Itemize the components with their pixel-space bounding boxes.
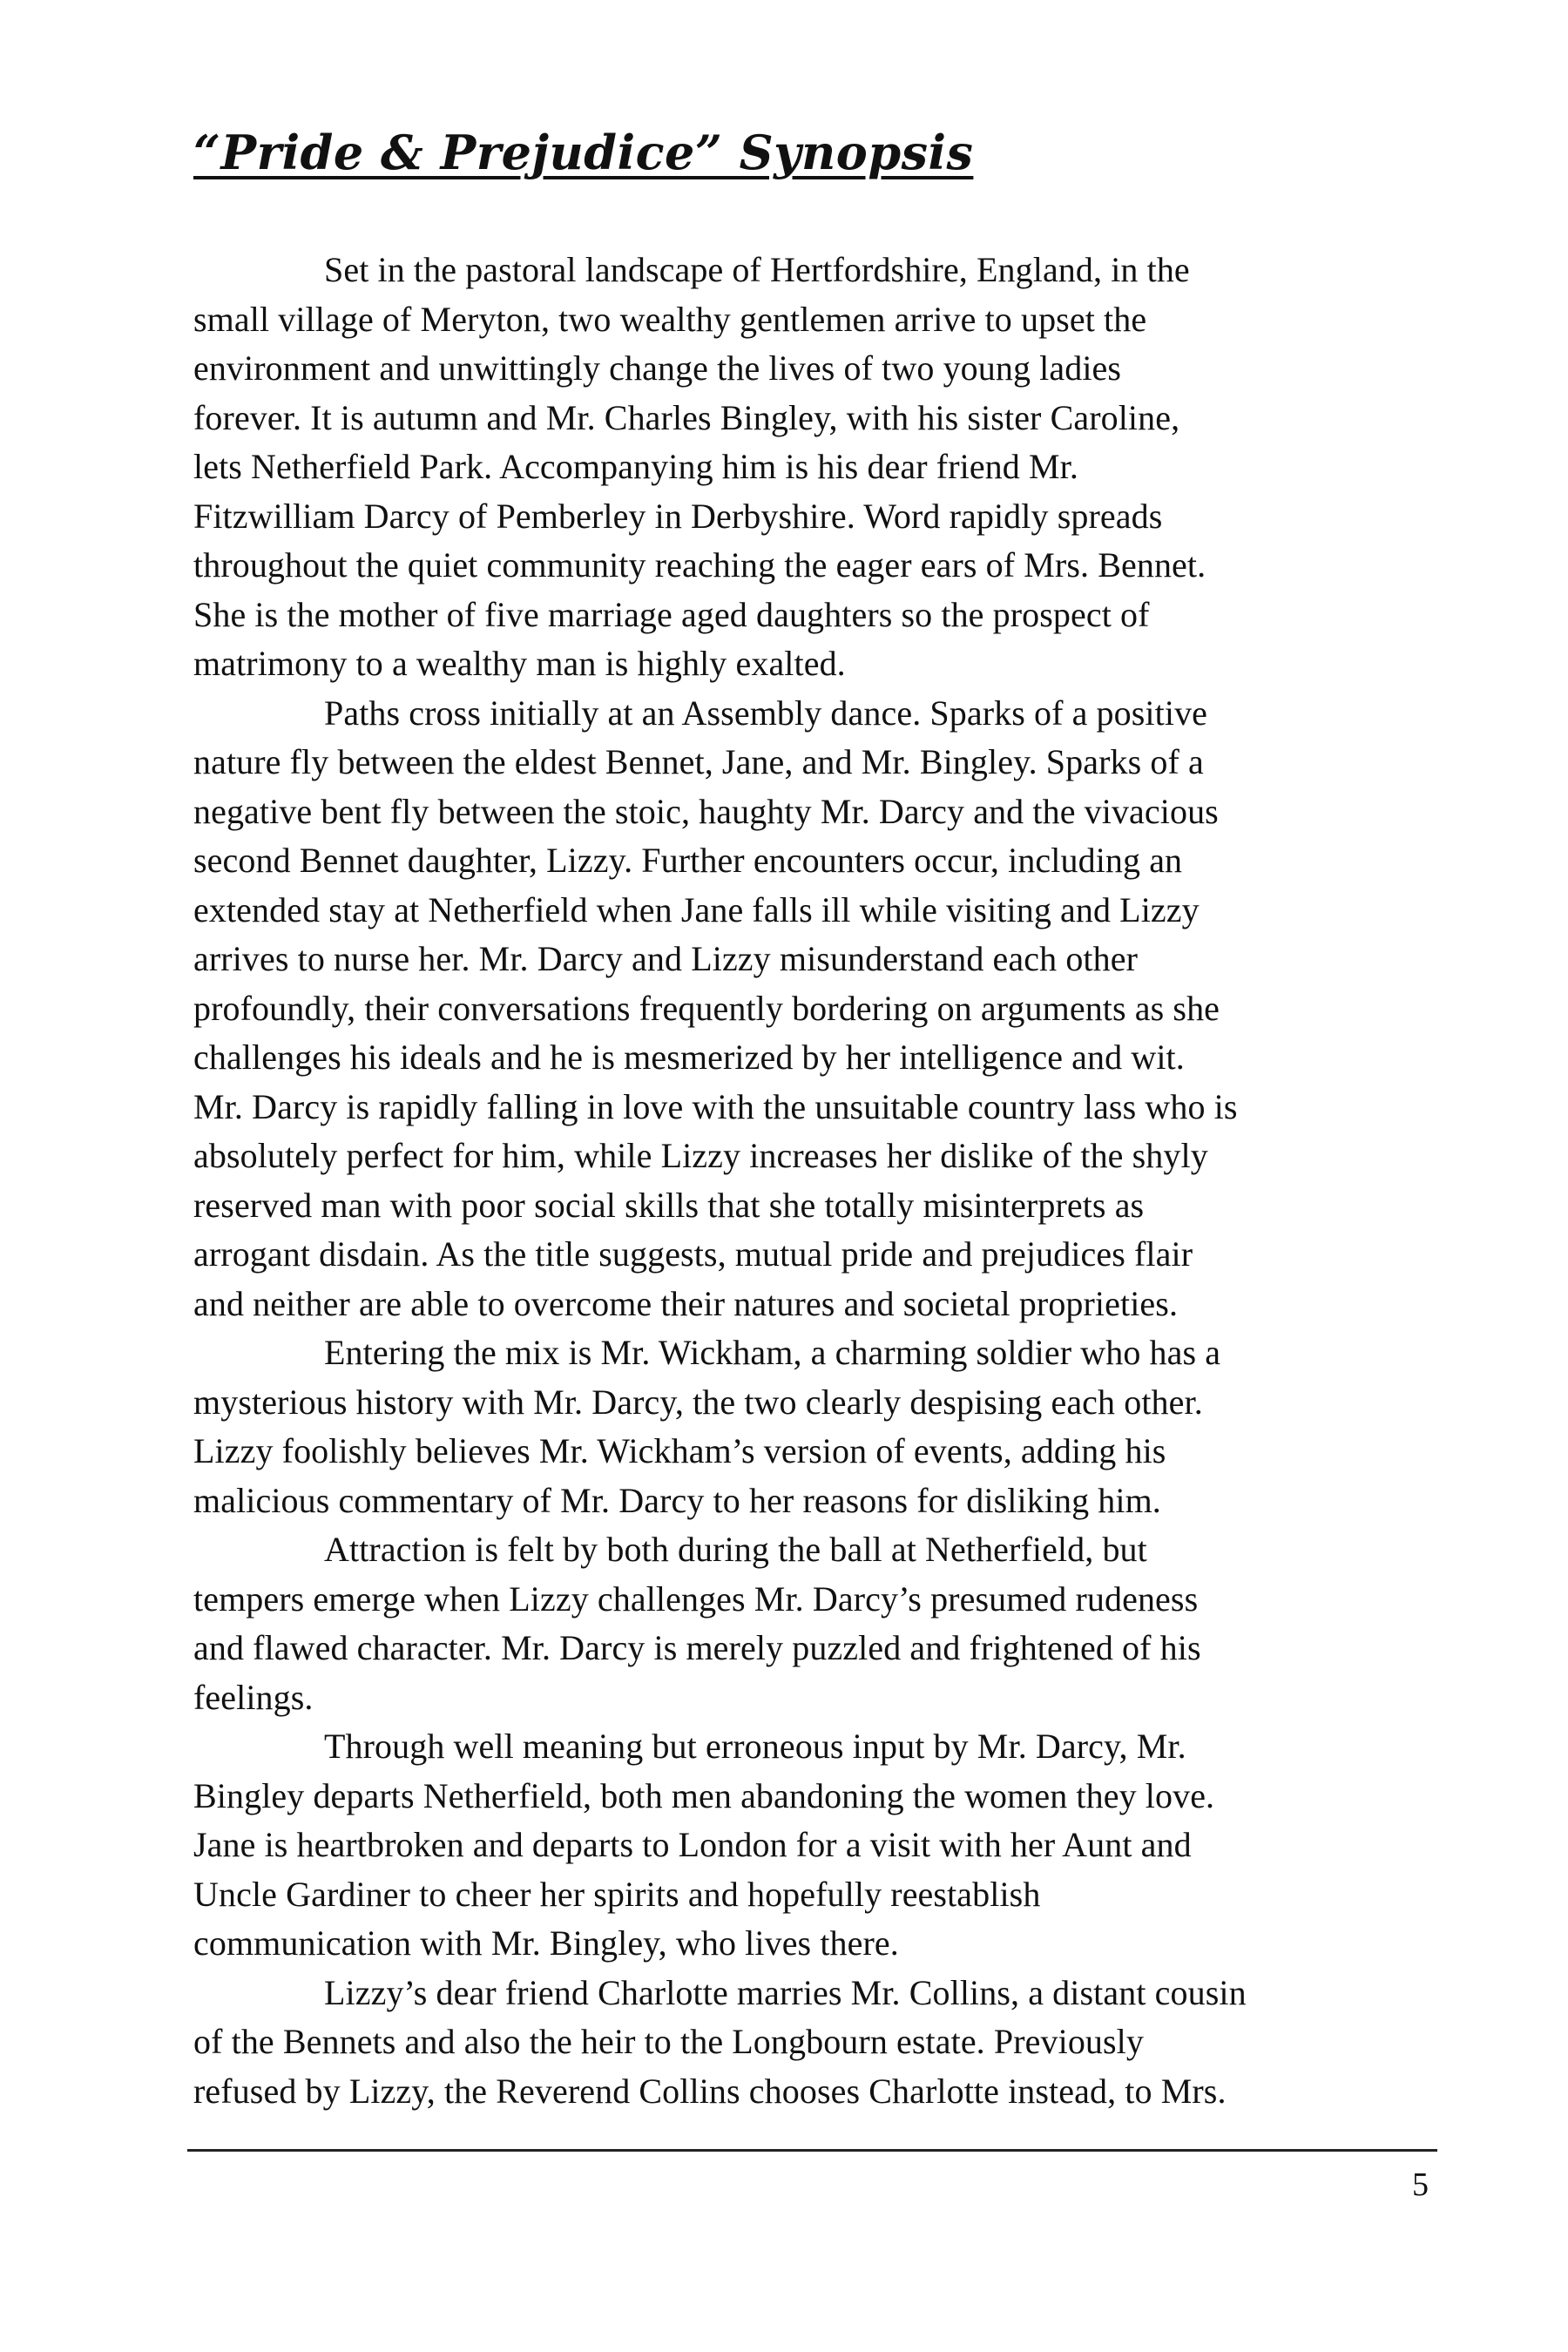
- text-line: matrimony to a wealthy man is highly exalted.: [193, 644, 846, 683]
- text-line: feelings.: [193, 1677, 314, 1717]
- paragraph-setting: [193, 246, 1430, 689]
- text-line: of the Bennets and also the heir to the Longbourn estate. Previously: [193, 2022, 1144, 2061]
- text-line: She is the mother of five marriage aged daughters so the prospect of: [193, 594, 1150, 634]
- text-line: refused by Lizzy, the Reverend Collins chooses Charlotte instead, to Mrs.: [193, 2071, 1227, 2111]
- synopsis-body: [193, 246, 1430, 2116]
- text-line: malicious commentary of Mr. Darcy to her reasons for disliking him.: [193, 1480, 1161, 1520]
- text-line: Entering the mix is Mr. Wickham, a charming soldier who has a: [324, 1333, 1221, 1372]
- text-line: arrives to nurse her. Mr. Darcy and Lizzy misunderstand each other: [193, 939, 1139, 978]
- text-line: throughout the quiet community reaching the eager ears of Mrs. Bennet.: [193, 545, 1206, 585]
- text-line: Lizzy foolishly believes Mr. Wickham’s version of events, adding his: [193, 1431, 1166, 1470]
- text-line: Through well meaning but erroneous input by Mr. Darcy, Mr.: [324, 1727, 1186, 1766]
- text-line: challenges his ideals and he is mesmerized by her intelligence and wit.: [193, 1037, 1185, 1077]
- text-line: Attraction is felt by both during the ball at Netherfield, but: [324, 1530, 1147, 1569]
- paragraph-charlotte: [193, 1969, 1430, 2117]
- text-line: and flawed character. Mr. Darcy is merely puzzled and frightened of his: [193, 1628, 1201, 1667]
- text-line: Lizzy’s dear friend Charlotte marries Mr. Collins, a distant cousin: [324, 1972, 1247, 2012]
- text-line: and neither are able to overcome their natures and societal proprieties.: [193, 1283, 1179, 1323]
- text-line: Bingley departs Netherfield, both men abandoning the women they love.: [193, 1775, 1215, 1815]
- text-line: absolutely perfect for him, while Lizzy increases her dislike of the shyly: [193, 1136, 1208, 1175]
- text-line: profoundly, their conversations frequently bordering on arguments as she: [193, 988, 1220, 1028]
- text-line: tempers emerge when Lizzy challenges Mr. Darcy’s presumed rudeness: [193, 1578, 1199, 1619]
- footer-divider: [187, 2149, 1437, 2152]
- text-line: Uncle Gardiner to cheer her spirits and hopefully reestablish: [193, 1874, 1041, 1914]
- text-line: Paths cross initially at an Assembly dance. Sparks of a positive: [324, 693, 1208, 733]
- text-line: arrogant disdain. As the title suggests, mutual pride and prejudices flair: [193, 1234, 1193, 1274]
- paragraph-wickham: [193, 1328, 1430, 1525]
- text-line: forever. It is autumn and Mr. Charles Bingley, with his sister Caroline,: [193, 397, 1180, 437]
- text-line: environment and unwittingly change the lives of two young ladies: [193, 348, 1122, 388]
- text-line: lets Netherfield Park. Accompanying him is his dear friend Mr.: [193, 447, 1078, 486]
- text-line: communication with Mr. Bingley, who lives there.: [193, 1923, 899, 1963]
- paragraph-bingley-departs: [193, 1722, 1430, 1969]
- text-line: extended stay at Netherfield when Jane falls ill while visiting and Lizzy: [193, 889, 1200, 929]
- page-title: “Pride & Prejudice” Synopsis: [193, 125, 974, 180]
- text-line: mysterious history with Mr. Darcy, the two clearly despising each other.: [193, 1382, 1203, 1422]
- paragraph-assembly-dance: [193, 689, 1430, 1329]
- text-line: second Bennet daughter, Lizzy. Further encounters occur, including an: [193, 841, 1183, 880]
- paragraph-ball: [193, 1525, 1430, 1722]
- text-line: negative bent fly between the stoic, haughty Mr. Darcy and the vivacious: [193, 791, 1219, 831]
- text-line: Mr. Darcy is rapidly falling in love with the unsuitable country lass who is: [193, 1086, 1238, 1126]
- page-number: 5: [1412, 2166, 1429, 2203]
- text-line: reserved man with poor social skills that she totally misinterprets as: [193, 1185, 1145, 1225]
- text-line: Set in the pastoral landscape of Hertfordshire, England, in the: [324, 250, 1190, 289]
- text-line: small village of Meryton, two wealthy gentlemen arrive to upset the: [193, 299, 1147, 339]
- text-line: Fitzwilliam Darcy of Pemberley in Derbyshire. Word rapidly spreads: [193, 496, 1163, 536]
- text-line: nature fly between the eldest Bennet, Jane, and Mr. Bingley. Sparks of a: [193, 742, 1204, 781]
- text-line: Jane is heartbroken and departs to London for a visit with her Aunt and: [193, 1825, 1192, 1864]
